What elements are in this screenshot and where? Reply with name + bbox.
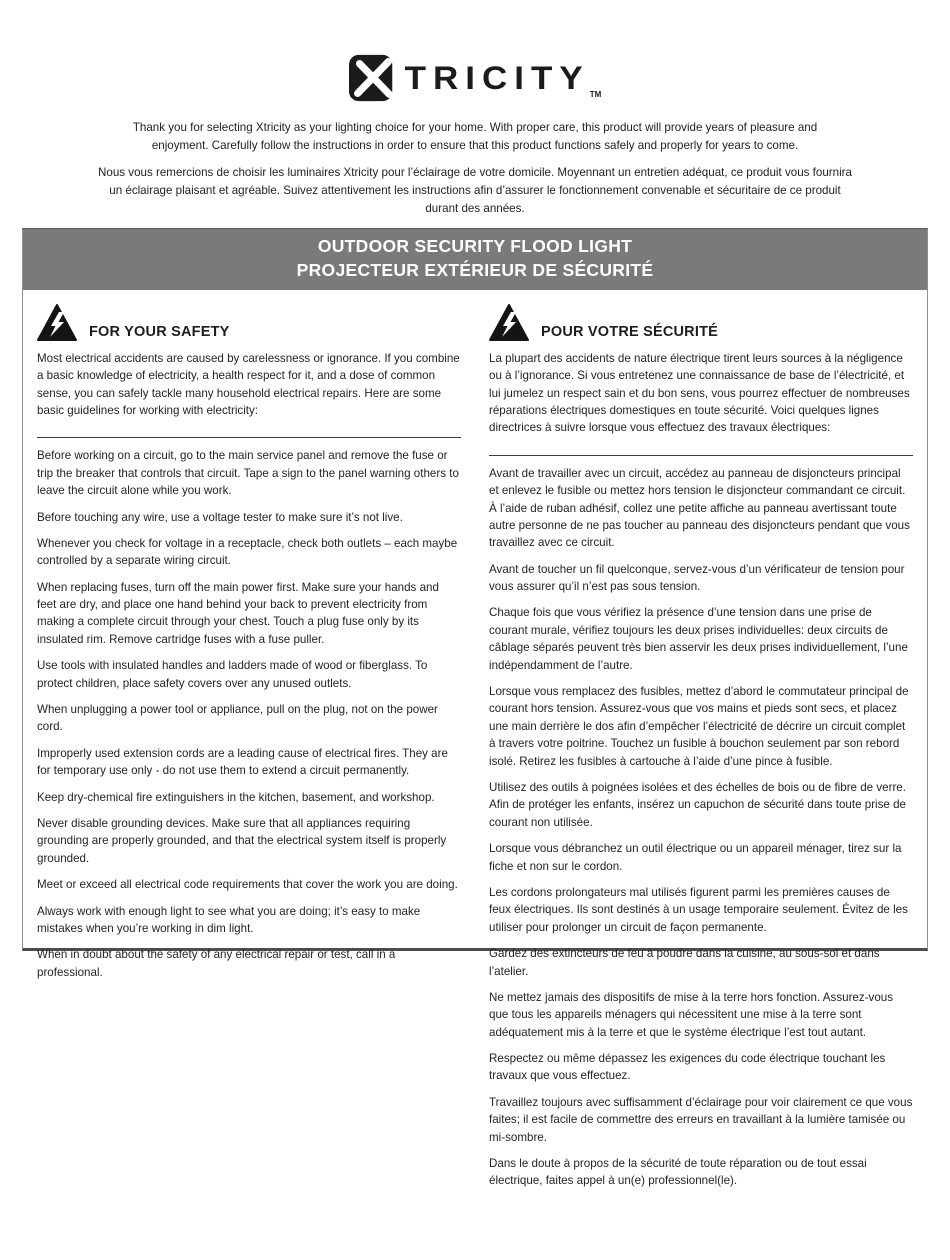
safety-paragraph: Meet or exceed all electrical code requirements that cover the work you are doing.: [37, 878, 458, 892]
safety-intro-english: Most electrical accidents are caused by carelessness or ignorance. If you combine a basic knowledge of electricity, a health respect for it, and a dose of common sense, you can safely tackle many household electrical repairs. Here are some basic guidelines for working with electricity:: [37, 351, 460, 417]
xtricity-x-icon: [349, 54, 399, 102]
safety-paragraph: When replacing fuses, turn off the main power first. Make sure your hands and feet are dry, and place one hand behind your back to prevent electricity from making a complete circuit through your chest. Touch a plug fuse only by its insulated rim. Remove cartridge fuses with a fuse puller.: [37, 580, 439, 646]
product-title-french: PROJECTEUR EXTÉRIEUR DE SÉCURITÉ: [296, 259, 654, 280]
safety-paragraph: Avant de travailler avec un circuit, accédez au panneau de disjoncteurs principal et enlevez le fusible ou mettez hors tension le disjoncteur commandant ce circuit. À l’aide de ruban adhésif, collez une petite affiche au panneau avertissant toute autre personne de ne pas toucher au panneau des disjoncteurs pendant que vous travaillez avec ce circuit.: [489, 466, 910, 550]
divider-rule-french: [489, 455, 913, 456]
warning-lightning-icon: [489, 304, 529, 342]
safety-paragraph: Les cordons prolongateurs mal utilisés figurent parmi les premières causes de feux électriques. Ils sont destinés à un usage temporaire seulement. Évitez de les utiliser pour prolonger un circuit de façon permanente.: [489, 885, 908, 934]
logo-row: [0, 0, 950, 102]
intro-paragraph-french: Nous vous remercions de choisir les luminaires Xtricity pour l’éclairage de votre domicile. Moyennant un entretien adéquat, ce produit vous fournira un éclairage plaisant et agréable. Suivez attentivement les instructions afin d’assurer le fonctionnement convenable et sécuritaire de ce produit durant des années.: [98, 165, 852, 215]
safety-column-french: [489, 302, 913, 1190]
safety-paragraph: Chaque fois que vous vérifiez la présence d’une tension dans une prise de courant murale, vérifiez toujours les deux prises individuelles: deux circuits de câblage séparés peuvent très bien asservir les deux prises individuellement, l’une indépendamment de l’autre.: [489, 606, 908, 672]
safety-paragraph: Use tools with insulated handles and ladders made of wood or fiberglass. To protect children, place safety covers over any unused outlets.: [37, 659, 428, 690]
safety-paragraph: When in doubt about the safety of any electrical repair or test, call in a professional.: [37, 948, 396, 979]
safety-paragraph: Whenever you check for voltage in a receptacle, check both outlets – each maybe controlled by a separate wiring circuit.: [37, 536, 458, 568]
safety-paragraph: Always work with enough light to see what you are doing; it’s easy to make mistakes when you’re working in dim light.: [37, 904, 421, 935]
safety-header-english: [37, 304, 461, 342]
safety-paragraphs-french: [489, 465, 913, 1190]
xtricity-logo: [349, 54, 602, 102]
divider-rule-english: [37, 437, 461, 438]
safety-paragraph: Avant de toucher un fil quelconque, servez-vous d’un vérificateur de tension pour vous assurer qu’il n’est pas sous tension.: [489, 562, 905, 594]
safety-paragraph: Utilisez des outils à poignées isolées et des échelles de bois ou de fibre de verre. Afin de protéger les enfants, insérez un capuchon de sécurité dans toute prise de courant non utilisée.: [489, 780, 906, 829]
safety-paragraph: Lorsque vous remplacez des fusibles, mettez d’abord le commutateur principal de courant hors tension. Assurez-vous que vos mains et pieds sont secs, et placez une main derrière le dos afin d’empêcher l’électricité de décrire un circuit complet à travers votre poitrine. Touchez un fusible à bouchon seulement par son rebord isolé. Retirez les fusibles à cartouche à l’aide d’une pince à fusible.: [489, 685, 909, 768]
safety-paragraph: Travaillez toujours avec suffisamment d’éclairage pour voir clairement ce que vous faites; il est facile de commettre des erreurs en travaillant à la lumière tamisée ou mi-sombre.: [489, 1095, 913, 1144]
safety-paragraph: Improperly used extension cords are a leading cause of electrical fires. They are for temporary use only - do not use them to extend a circuit permanently.: [37, 746, 448, 778]
content-box: [22, 228, 928, 1188]
logo-wordmark: TRICITY: [404, 60, 590, 96]
safety-paragraph: When unplugging a power tool or appliance, pull on the plug, not on the power cord.: [37, 703, 438, 734]
product-title-banner: [23, 229, 927, 290]
safety-paragraph: Dans le doute à propos de la sécurité de toute réparation ou de tout essai électrique, faites appel à un(e) professionnel(le).: [489, 1157, 867, 1188]
warning-lightning-icon: [37, 304, 77, 342]
safety-header-french: [489, 304, 913, 342]
safety-paragraph: Before working on a circuit, go to the main service panel and remove the fuse or trip the breaker that controls that circuit. Tape a sign to the panel warning others to leave the circuit alone while you work.: [37, 449, 459, 498]
safety-paragraph: Never disable grounding devices. Make sure that all appliances requiring grounding are properly grounded, and that the electrical system itself is properly grounded.: [37, 816, 447, 865]
product-title-english: OUTDOOR SECURITY FLOOD LIGHT: [317, 235, 633, 256]
safety-paragraph: Keep dry-chemical fire extinguishers in the kitchen, basement, and workshop.: [37, 790, 435, 804]
trademark-symbol: TM: [589, 90, 602, 99]
safety-title-english: FOR YOUR SAFETY: [89, 323, 230, 340]
intro-paragraph-english: Thank you for selecting Xtricity as your lighting choice for your home. With proper care, this product will provide years of pleasure and enjoyment. Carefully follow the instructions in order to ensure that this product functions safely and properly for years to come.: [132, 121, 818, 152]
safety-paragraph: Ne mettez jamais des dispositifs de mise à la terre hors fonction. Assurez-vous que tous les appareils ménagers qui nécessitent une mise à la terre sont adéquatement mis à la terre et que le système électrique l’est tout autant.: [489, 990, 894, 1039]
safety-paragraph: Gardez des extincteurs de feu à poudre dans la cuisine, au sous-sol et dans l’atelier.: [489, 947, 880, 978]
safety-paragraphs-english: [37, 447, 461, 981]
safety-paragraph: Lorsque vous débranchez un outil électrique ou un appareil ménager, tirez sur la fiche et non sur le cordon.: [489, 842, 902, 873]
safety-intro-french: La plupart des accidents de nature électrique tirent leurs sources à la négligence ou à l’ignorance. Si vous entretenez une connaissance de base de l’électricité, et lui jumelez un respect sain et du bon sens, vous pourrez effectuer de nombreuses réparations électriques domestiques en toute sécurité. Voici quelques lignes directrices à suivre lorsque vous effectuez des travaux électriques:: [489, 351, 910, 435]
safety-title-french: POUR VOTRE SÉCURITÉ: [541, 323, 719, 340]
safety-paragraph: Before touching any wire, use a voltage tester to make sure it’s not live.: [37, 510, 403, 524]
safety-column-english: [37, 302, 461, 1190]
safety-columns: [23, 290, 927, 1190]
safety-paragraph: Respectez ou même dépassez les exigences du code électrique touchant les travaux que vous effectuez.: [489, 1052, 886, 1083]
